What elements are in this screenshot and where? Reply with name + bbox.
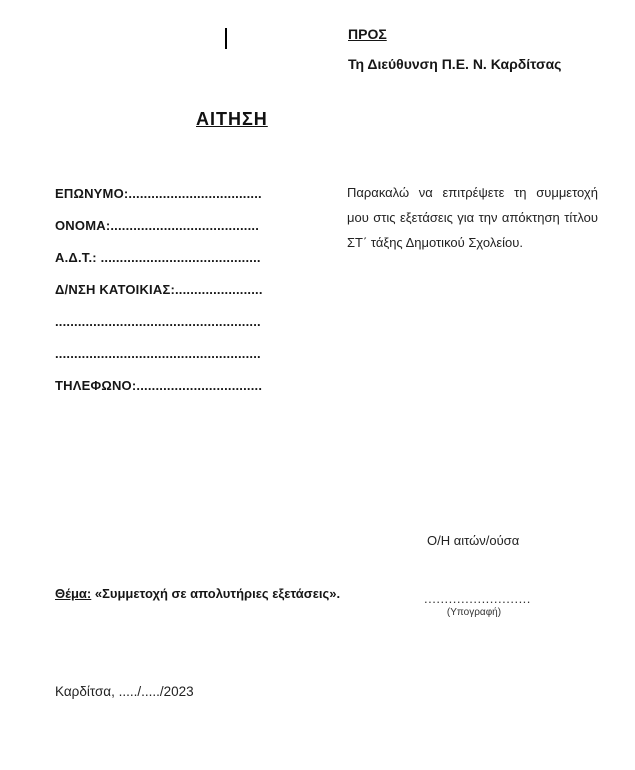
- subject-text: «Συμμετοχή σε απολυτήριες εξετάσεις».: [91, 586, 341, 601]
- recipient-to-label: ΠΡΟΣ: [348, 26, 387, 42]
- field-address-line-2: ......................................................: [55, 314, 261, 329]
- field-surname: ΕΠΩΝΥΜΟ:...................................: [55, 186, 262, 201]
- recipient-name: Τη Διεύθυνση Π.Ε. Ν. Καρδίτσας: [348, 56, 562, 72]
- document-title: ΑΙΤΗΣΗ: [196, 109, 268, 129]
- signature-caption: (Υπογραφή): [446, 607, 502, 618]
- subject-label: Θέμα:: [55, 586, 92, 601]
- date-line: Καρδίτσα, ...../...../2023: [55, 684, 194, 699]
- signature-line: ..........................: [424, 591, 531, 606]
- text-cursor: [225, 28, 227, 49]
- signature-block: [424, 591, 531, 619]
- request-paragraph: Παρακαλώ να επιτρέψετε τη συμμετοχή μου στις εξετάσεις για την απόκτηση τίτλου ΣΤ΄ τάξης Δημοτικού Σχολείου.: [347, 185, 598, 250]
- field-id-number: Α.Δ.Τ.: ..........................................: [55, 250, 261, 265]
- header-recipient-block: [348, 26, 561, 73]
- field-firstname: ΟΝΟΜΑ:.......................................: [55, 218, 260, 233]
- personal-details-fields: [55, 178, 285, 402]
- applicant-label: Ο/Η αιτών/ούσα: [427, 533, 520, 548]
- field-telephone: ΤΗΛΕΦΩΝΟ:.................................: [55, 378, 263, 393]
- field-address: Δ/ΝΣΗ ΚΑΤΟΙΚΙΑΣ:.......................: [55, 282, 263, 297]
- subject-line: [55, 586, 340, 601]
- field-address-line-3: ......................................................: [55, 346, 261, 361]
